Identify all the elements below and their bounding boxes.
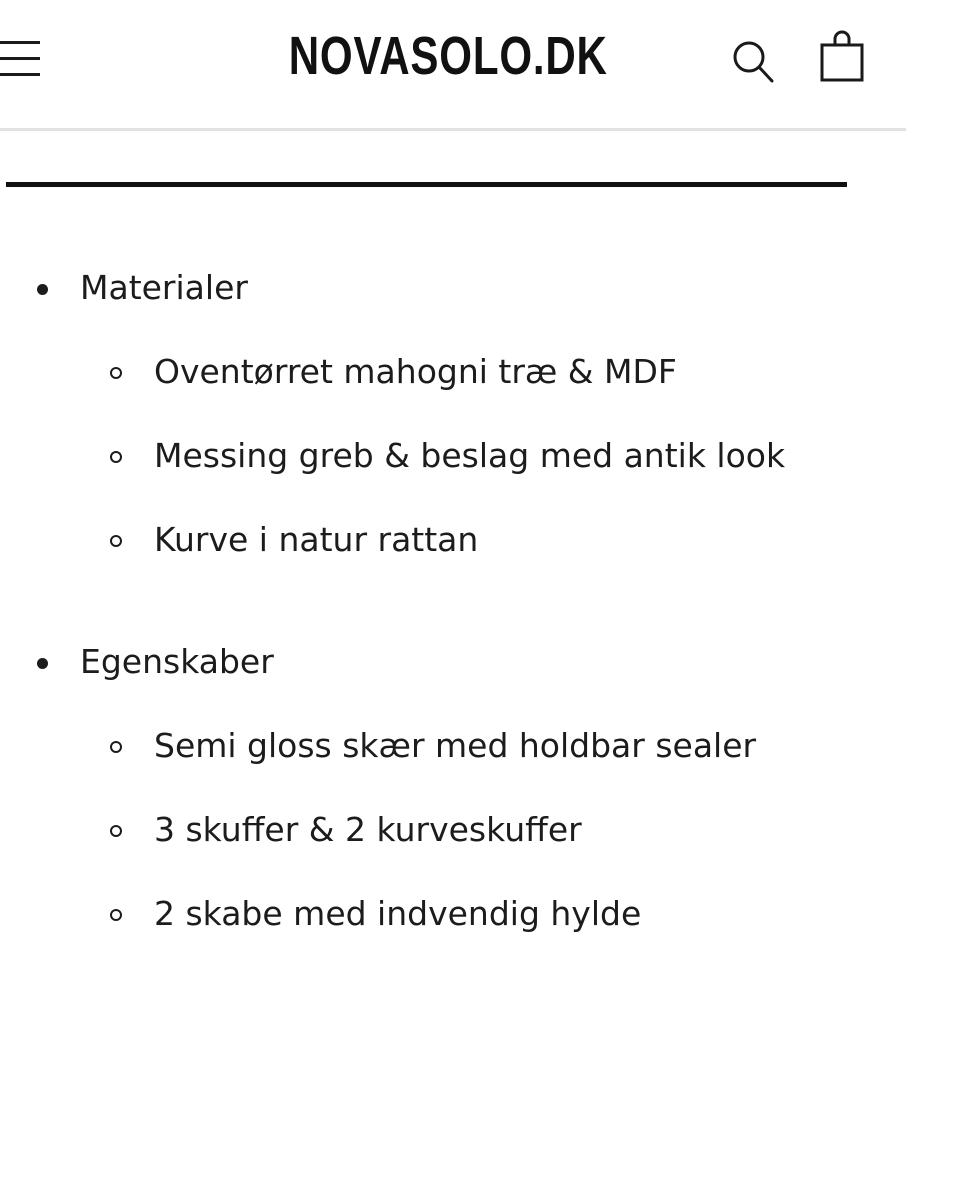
hamburger-menu-icon-line — [0, 57, 40, 60]
sub-list-item — [0, 340, 960, 404]
menu-button[interactable] — [0, 38, 42, 78]
shopping-bag-icon — [816, 28, 868, 84]
sub-item-text: Kurve i natur rattan — [154, 520, 479, 559]
circle-bullet-icon — [110, 367, 122, 379]
hamburger-menu-icon — [0, 41, 40, 44]
circle-bullet-icon — [110, 451, 122, 463]
circle-bullet-icon — [110, 909, 122, 921]
circle-bullet-icon — [110, 741, 122, 753]
heading-divider — [6, 182, 847, 187]
circle-bullet-icon — [110, 825, 122, 837]
group-label: Materialer — [80, 268, 248, 307]
hamburger-menu-icon-line — [0, 73, 40, 76]
sub-list-item — [0, 882, 960, 946]
group-egenskaber — [0, 630, 960, 946]
search-button[interactable] — [728, 36, 778, 86]
bullet-icon — [37, 284, 48, 295]
group-materialer — [0, 256, 960, 572]
sub-list-item — [0, 714, 960, 778]
sub-list — [0, 714, 960, 946]
sub-list-item — [0, 798, 960, 862]
product-details-list — [0, 256, 960, 966]
sub-item-text: Messing greb & beslag med antik look — [154, 436, 786, 475]
cart-button[interactable] — [816, 28, 868, 84]
sub-item-text: 3 skuffer & 2 kurveskuffer — [154, 810, 582, 849]
list-item — [0, 630, 960, 694]
search-icon — [728, 36, 778, 86]
list-item — [0, 256, 960, 320]
sub-list-item — [0, 424, 960, 488]
group-label: Egenskaber — [80, 642, 274, 681]
bullet-icon — [37, 658, 48, 669]
circle-bullet-icon — [110, 535, 122, 547]
sub-list-item — [0, 508, 960, 572]
sub-list — [0, 340, 960, 572]
sub-item-text: Oventørret mahogni træ & MDF — [154, 352, 677, 391]
site-logo[interactable]: NOVASOLO.DK — [288, 26, 608, 86]
sub-item-text: Semi gloss skær med holdbar sealer — [154, 726, 757, 765]
site-header — [0, 0, 906, 131]
sub-item-text: 2 skabe med indvendig hylde — [154, 894, 642, 933]
